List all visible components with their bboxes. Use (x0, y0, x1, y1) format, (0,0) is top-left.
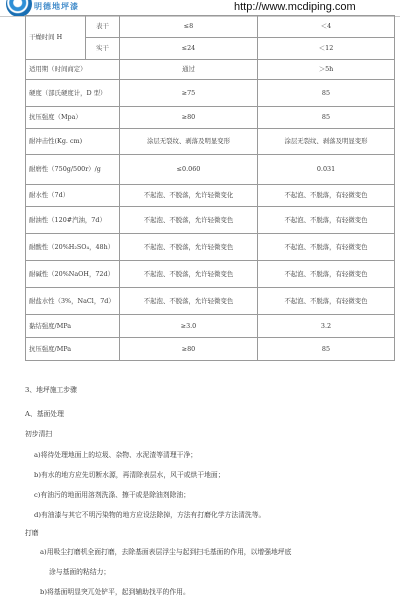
table-cell-label: 耐冲击性(Kg. cm) (26, 129, 120, 155)
table-row (26, 288, 395, 315)
list-item: d)有油漆与其它不明污染物的地方应设法除掉，方法有打磨化学方法清洗等。 (34, 511, 266, 519)
table-cell-label: 黏结强度/MPa (26, 315, 120, 338)
table-cell-standard: 不起泡、不脱落，允许轻微变色 (120, 261, 258, 288)
table-cell-measured: 3.2 (258, 315, 395, 338)
site-url[interactable]: http://www.mcdiping.com (234, 1, 356, 13)
table-cell-standard: ≤24 (120, 38, 258, 60)
table-cell-standard: 不起泡、不脱落，允许轻微变化 (120, 185, 258, 207)
table-cell-sub: 表干 (86, 16, 120, 38)
table-cell-standard: ≥80 (120, 338, 258, 361)
table-row (26, 315, 395, 338)
table-row (26, 80, 395, 107)
subsection-title: A、基面处理 (25, 410, 64, 418)
table-row (26, 338, 395, 361)
table-cell-standard: ≥80 (120, 107, 258, 129)
step-heading: 打磨 (25, 529, 39, 537)
step-heading: 初步清扫 (25, 430, 53, 438)
table-cell-measured: ＜12 (258, 38, 395, 60)
table-row (26, 185, 395, 207)
table-cell-standard: 不起泡、不脱落，允许轻微变色 (120, 234, 258, 261)
table-cell-label: 抗压强度（Mpa） (26, 107, 120, 129)
table-row (26, 234, 395, 261)
table-cell-measured: 不起泡、不脱落，有轻微变色 (258, 185, 395, 207)
table-cell-standard: ≤8 (120, 16, 258, 38)
table-cell-measured: 不起泡、不脱落，有轻微变色 (258, 288, 395, 315)
table-cell-label: 耐水性（7d） (26, 185, 120, 207)
section-title: 3、地坪施工步骤 (25, 386, 77, 394)
table-cell-standard: ≥75 (120, 80, 258, 107)
table-cell-label: 适用期（时间商定） (26, 60, 120, 80)
table-cell-label: 耐油性（120#汽油，7d） (26, 207, 120, 234)
table-cell-measured: 85 (258, 338, 395, 361)
table-cell-label: 耐酸性（20%H₂SO₄，48h） (26, 234, 120, 261)
table-cell-label: 耐盐水性（3%，NaCl，7d） (26, 288, 120, 315)
table-cell-measured: ＞5h (258, 60, 395, 80)
list-item: b)将基面明显突兀处铲平，起到辅助找平的作用。 (40, 588, 190, 596)
table-cell-label: 耐磨性（750g/500r）/g (26, 155, 120, 185)
table-cell-label: 抗压强度/MPa (26, 338, 120, 361)
table-row (26, 60, 395, 80)
list-item: 涂与基面的粘结力； (49, 568, 111, 576)
table-cell-label: 硬度（部氏硬度计，D 型） (26, 80, 120, 107)
table-cell-standard: ≥3.0 (120, 315, 258, 338)
list-item: a)将待处理地面上的垃圾、杂物、水泥渣等清理干净； (34, 451, 198, 459)
table-cell-measured: 85 (258, 80, 395, 107)
table-cell-label: 耐碱性（20%NaOH，72d） (26, 261, 120, 288)
table-cell-standard: 通过 (120, 60, 258, 80)
table-cell-standard: 不起泡、不脱落，允许轻微变色 (120, 207, 258, 234)
table-row (26, 129, 395, 155)
table-cell-measured: 85 (258, 107, 395, 129)
table-cell-standard: 涂层无裂纹、剥落及明显变形 (120, 129, 258, 155)
table-cell-label: 干燥时间 H (26, 16, 86, 60)
list-item: b)有水的地方应先切断水源，再清除表层水，风干或烘干地面； (34, 471, 225, 479)
table-cell-measured: 不起泡、不脱落，有轻微变色 (258, 207, 395, 234)
table-cell-measured: 不起泡、不脱落，有轻微变色 (258, 261, 395, 288)
table-cell-measured: ＜4 (258, 16, 395, 38)
table-row (26, 155, 395, 185)
table-row (26, 16, 395, 38)
table-cell-standard: 不起泡、不脱落，允许轻微变色 (120, 288, 258, 315)
list-item: a)用吸尘打磨机全面打磨，去除基面表层浮尘与起到扫毛基面的作用，以增强地坪底 (40, 548, 292, 556)
site-logo[interactable] (0, 0, 120, 16)
table-cell-sub: 实干 (86, 38, 120, 60)
table-cell-measured: 不起泡、不脱落，有轻微变色 (258, 234, 395, 261)
table-row (26, 261, 395, 288)
table-cell-measured: 涂层无裂纹、剥落及明显变形 (258, 129, 395, 155)
table-cell-measured: 0.031 (258, 155, 395, 185)
table-cell-standard: ≤0.060 (120, 155, 258, 185)
table-row (26, 207, 395, 234)
logo-text: 明德地坪漆 (34, 1, 79, 11)
spec-table (25, 15, 395, 361)
list-item: c)有油污的地面用溶剂洗涤、擦干或是除油剂除油； (34, 491, 190, 499)
table-row (26, 107, 395, 129)
